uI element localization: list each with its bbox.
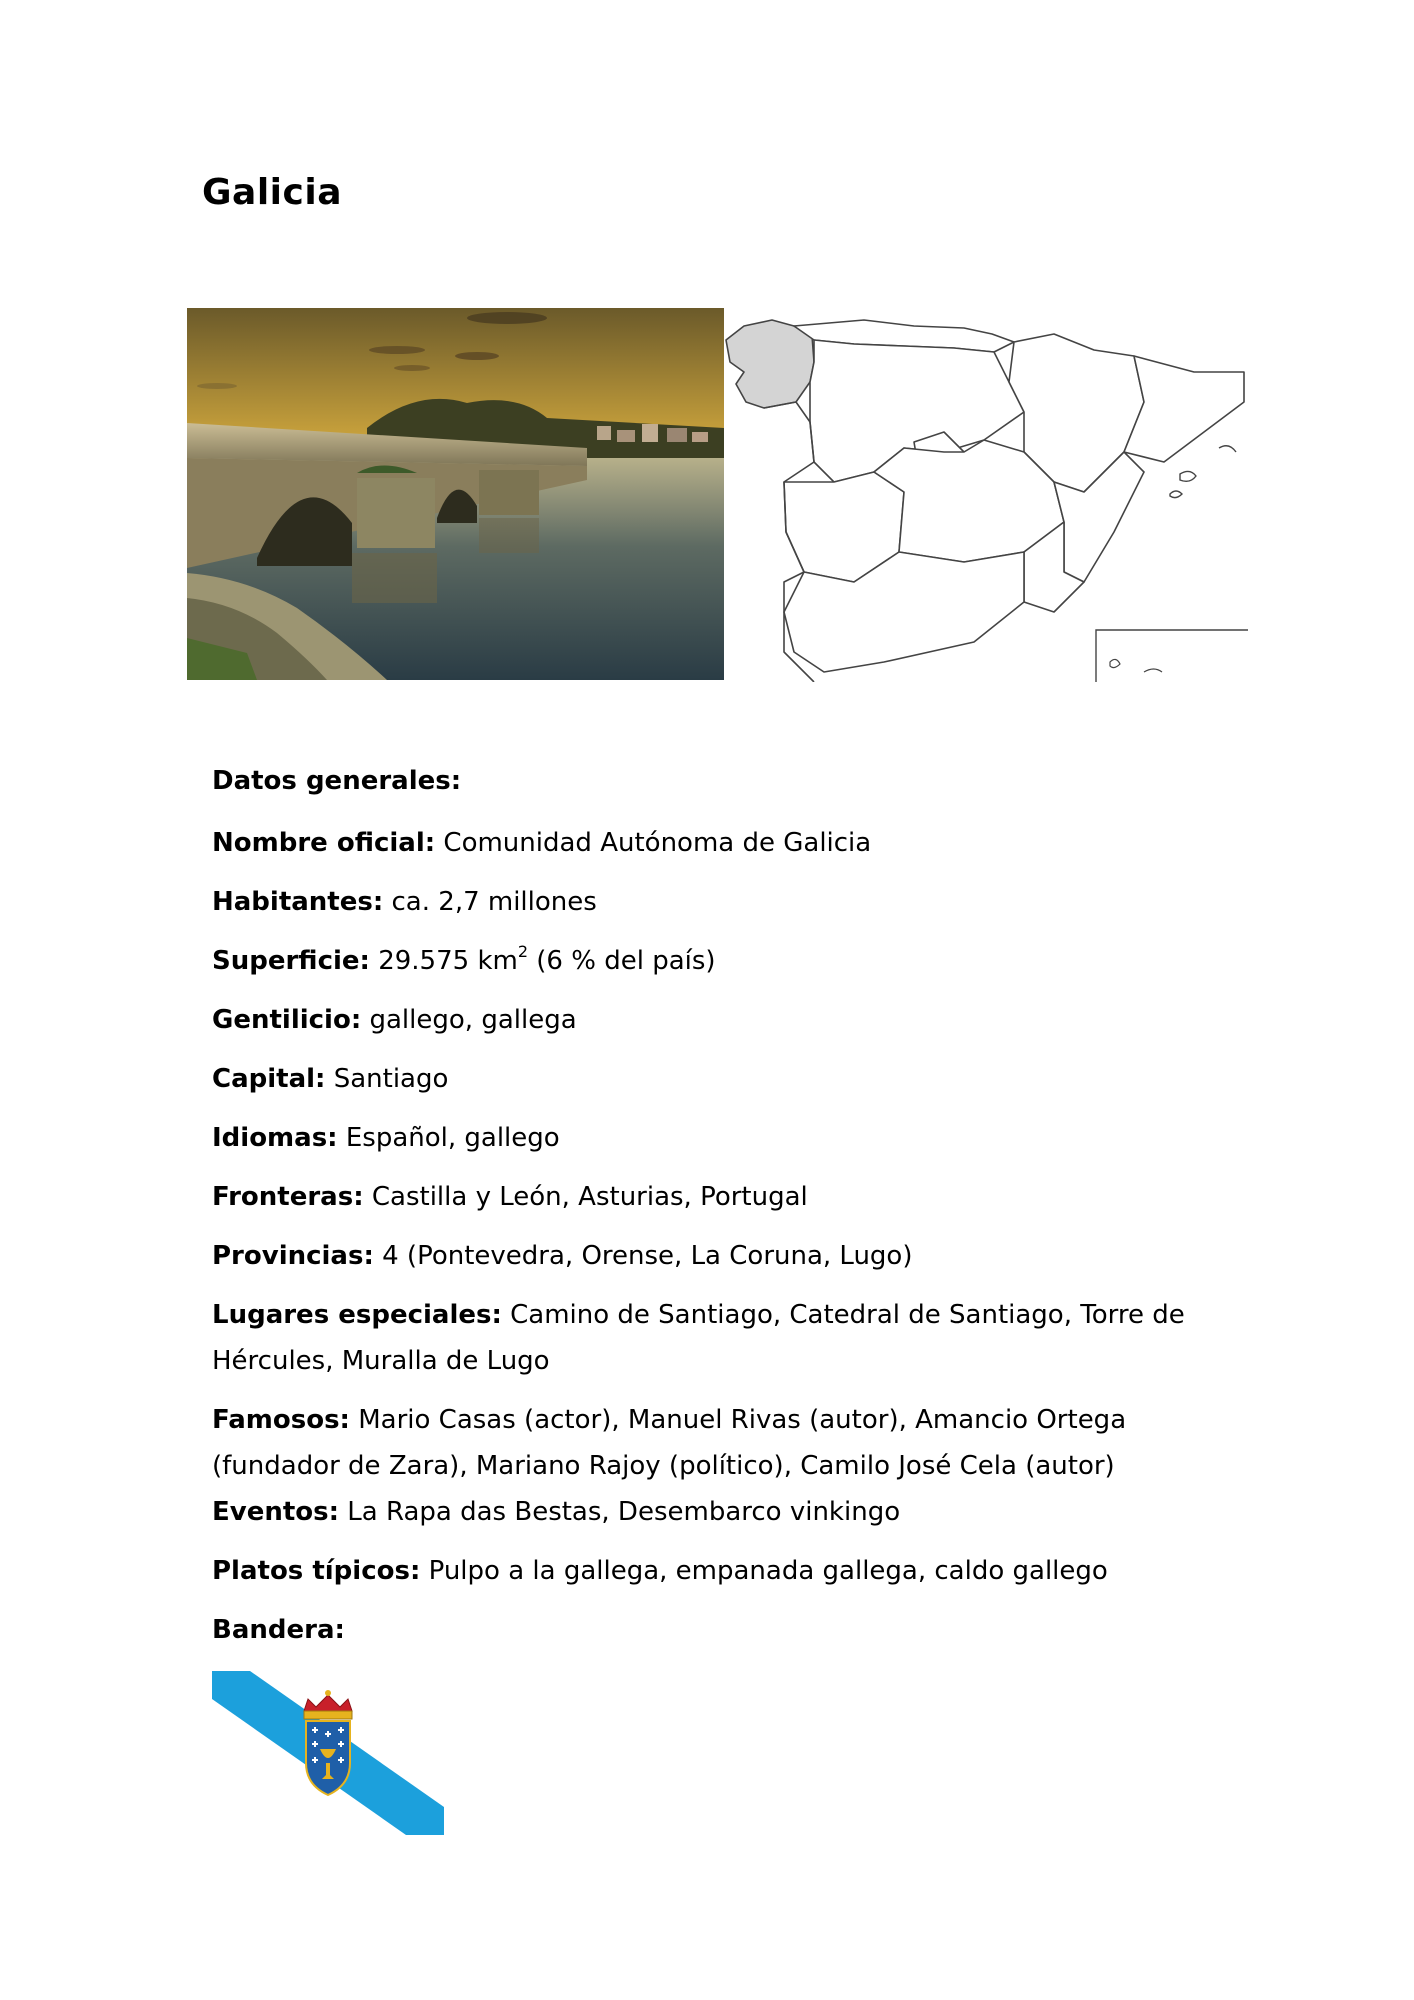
fact-superficie	[212, 938, 1212, 984]
general-facts	[212, 758, 1212, 1666]
fact-lugares-especiales	[212, 1292, 1212, 1384]
fact-value: Castilla y León, Asturias, Portugal	[371, 1182, 808, 1212]
fact-label: Nombre oficial:	[212, 828, 436, 858]
fact-label: Famosos:	[212, 1405, 350, 1435]
fact-provincias	[212, 1233, 1212, 1279]
fact-label: Fronteras:	[212, 1182, 364, 1212]
fact-label: Provincias:	[212, 1241, 374, 1271]
fact-habitantes	[212, 879, 1212, 925]
fact-label: Bandera:	[212, 1615, 345, 1645]
galicia-flag-icon	[212, 1671, 444, 1835]
fact-platos-tipicos	[212, 1548, 1212, 1594]
fact-label: Idiomas:	[212, 1123, 338, 1153]
fact-label: Gentilicio:	[212, 1005, 362, 1035]
fact-value: Pulpo a la gallega, empanada gallega, caldo gallego	[428, 1556, 1108, 1586]
fact-capital	[212, 1056, 1212, 1102]
fact-idiomas	[212, 1115, 1212, 1161]
bridge-photo	[187, 308, 724, 680]
fact-label: Capital:	[212, 1064, 326, 1094]
fact-value: Mario Casas (actor), Manuel Rivas (autor), Amancio Ortega (fundador de Zara), Mariano Rajoy (político), Camilo José Cela (autor)	[212, 1405, 1127, 1481]
fact-value: Comunidad Autónoma de Galicia	[443, 828, 872, 858]
fact-nombre-oficial	[212, 820, 1212, 866]
fact-gentilicio	[212, 997, 1212, 1043]
fact-bandera	[212, 1607, 1212, 1653]
fact-eventos	[212, 1489, 1212, 1535]
fact-label: Habitantes:	[212, 887, 384, 917]
fact-value-suffix: (6 % del país)	[528, 946, 716, 976]
page-title: Galicia	[202, 172, 342, 213]
fact-label: Eventos:	[212, 1497, 340, 1527]
fact-value: 29.575 km	[378, 946, 518, 976]
section-heading: Datos generales:	[212, 766, 462, 796]
fact-value: Español, gallego	[345, 1123, 560, 1153]
fact-label: Platos típicos:	[212, 1556, 421, 1586]
fact-label: Lugares especiales:	[212, 1300, 502, 1330]
fact-value: 4 (Pontevedra, Orense, La Coruna, Lugo)	[382, 1241, 913, 1271]
fact-value: Santiago	[333, 1064, 449, 1094]
fact-fronteras	[212, 1174, 1212, 1220]
fact-value: gallego, gallega	[369, 1005, 577, 1035]
fact-label: Superficie:	[212, 946, 370, 976]
superscript: 2	[517, 942, 529, 961]
fact-value: ca. 2,7 millones	[391, 887, 597, 917]
galicia-region	[726, 320, 814, 408]
fact-famosos	[212, 1397, 1212, 1489]
fact-value: Camino de Santiago, Catedral de Santiago, Torre de Hércules, Muralla de Lugo	[212, 1300, 1185, 1376]
spain-map	[724, 312, 1248, 682]
fact-value: La Rapa das Bestas, Desembarco vinkingo	[347, 1497, 901, 1527]
